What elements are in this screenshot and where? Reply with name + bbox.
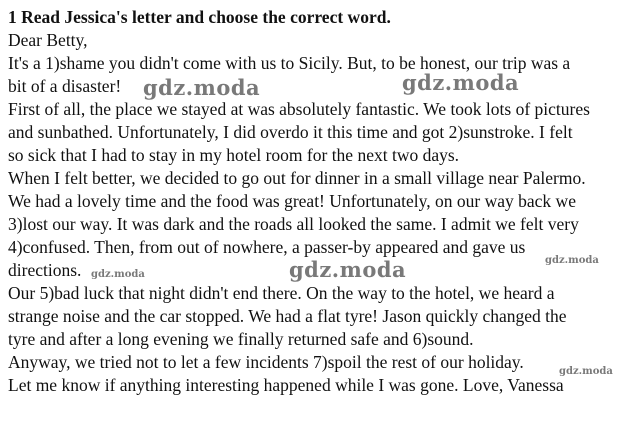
letter-line: and sunbathed. Unfortunately, I did overdo it this time and got 2)sunstroke. I felt	[8, 122, 573, 142]
letter-line: directions.	[8, 260, 82, 280]
letter-line: Anyway, we tried not to let a few incidents 7)spoil the rest of our holiday.	[8, 352, 524, 372]
exercise-heading: 1 Read Jessica's letter and choose the correct word.	[8, 7, 391, 27]
watermark: gdz.moda	[143, 75, 261, 100]
letter-line: First of all, the place we stayed at was absolutely fantastic. We took lots of pictures	[8, 99, 590, 119]
letter-line: When I felt better, we decided to go out for dinner in a small village near Palermo.	[8, 168, 586, 188]
letter-line: bit of a disaster!	[8, 76, 122, 96]
letter-body	[8, 29, 638, 397]
letter-line: It's a 1)shame you didn't come with us to Sicily. But, to be honest, our trip was a	[8, 53, 571, 73]
letter-line: 4)confused. Then, from out of nowhere, a passer-by appeared and gave us	[8, 237, 526, 257]
watermark: gdz.moda	[91, 269, 145, 280]
watermark: gdz.moda	[545, 255, 599, 266]
letter-line: Dear Betty,	[8, 30, 88, 50]
letter-line: strange noise and the car stopped. We had a flat tyre! Jason quickly changed the	[8, 306, 567, 326]
letter-line: Let me know if anything interesting happened while I was gone. Love, Vanessa	[8, 375, 564, 395]
letter-line: tyre and after a long evening we finally returned safe and 6)sound.	[8, 329, 474, 349]
watermark: gdz.moda	[289, 257, 407, 282]
watermark: gdz.moda	[402, 70, 520, 95]
letter-line: so sick that I had to stay in my hotel room for the next two days.	[8, 145, 460, 165]
watermark: gdz.moda	[559, 366, 613, 377]
letter-line: We had a lovely time and the food was great! Unfortunately, on our way back we	[8, 191, 576, 211]
letter-line: Our 5)bad luck that night didn't end there. On the way to the hotel, we heard a	[8, 283, 555, 303]
letter-line: 3)lost our way. It was dark and the roads all looked the same. I admit we felt very	[8, 214, 579, 234]
